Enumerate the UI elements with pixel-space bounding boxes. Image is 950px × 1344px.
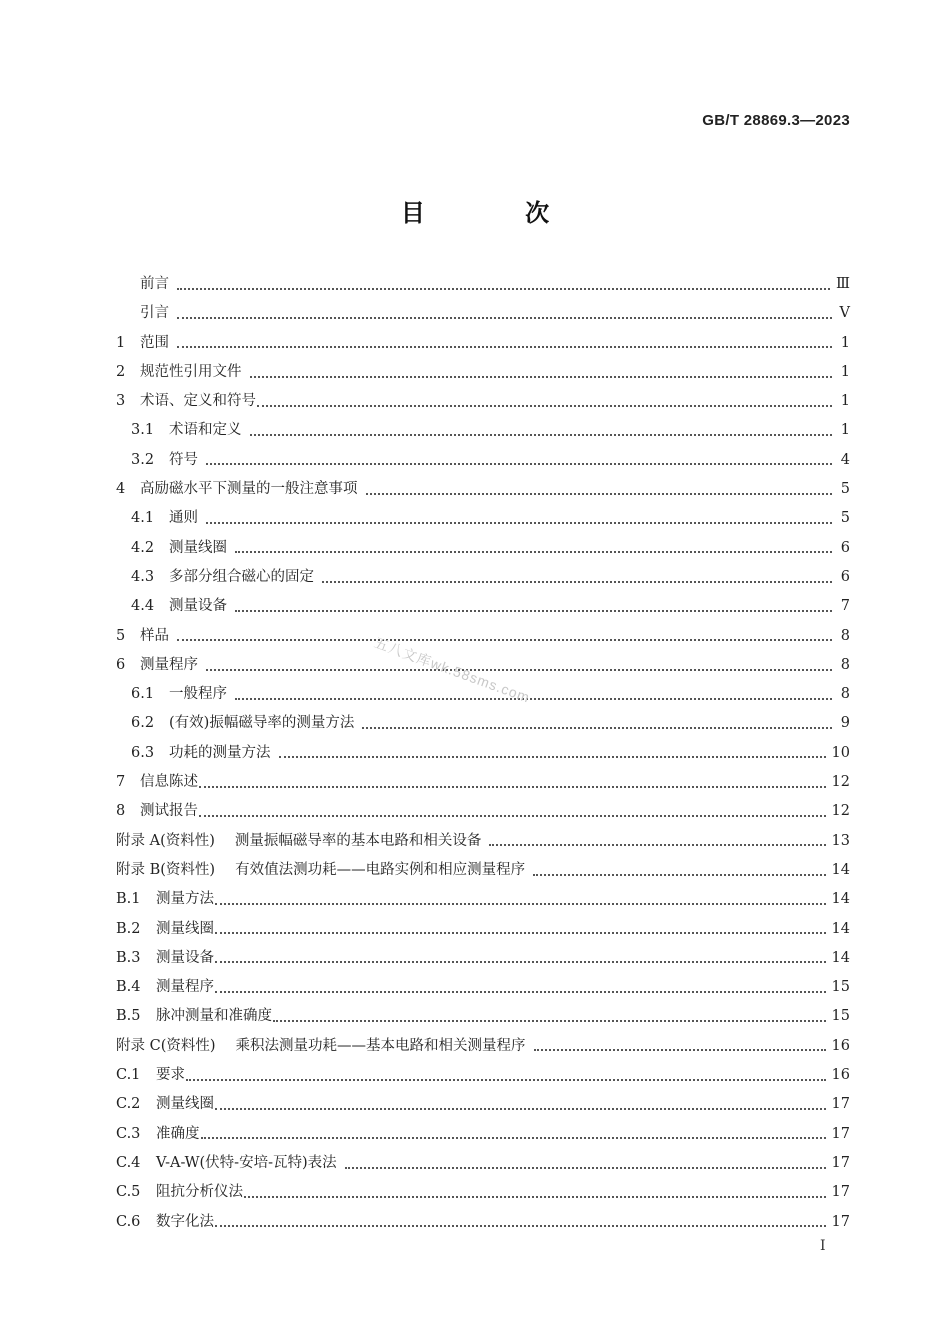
toc-leader-dots (235, 551, 832, 553)
toc-entry-page: 10 (831, 744, 850, 761)
toc-entry[interactable] (116, 592, 850, 621)
toc-entry-number: 6.3 (131, 744, 155, 761)
toc-entry[interactable] (116, 1120, 850, 1149)
toc-leader-dots (362, 727, 832, 729)
toc-leader-dots (201, 1137, 826, 1139)
toc-entry-label: 脉冲测量和准确度 (156, 1008, 272, 1025)
toc-entry-page: 7 (840, 598, 850, 615)
toc-entry[interactable] (116, 709, 850, 738)
toc-leader-dots (177, 288, 830, 290)
toc-leader-dots (489, 844, 825, 846)
toc-entry-label: 通则 (169, 510, 198, 527)
toc-entry-number: B.3 (116, 949, 141, 966)
toc-entry[interactable] (116, 1090, 850, 1119)
toc-entry-number: C.6 (116, 1213, 141, 1230)
toc-entry-page: 1 (840, 422, 850, 439)
toc-entry[interactable] (116, 915, 850, 944)
toc-entry-page: 6 (840, 568, 850, 585)
toc-entry[interactable] (116, 299, 850, 328)
toc-entry[interactable] (116, 944, 850, 973)
toc-entry-label: 乘积法测量功耗——基本电路和相关测量程序 (235, 1037, 526, 1054)
toc-leader-dots (177, 346, 832, 348)
toc-entry-number: 3.1 (131, 422, 155, 439)
toc-entry-page: 14 (831, 949, 850, 966)
toc-entry-number: C.3 (116, 1125, 141, 1142)
toc-entry-label: 要求 (156, 1067, 185, 1084)
toc-entry-label: 样品 (140, 627, 169, 644)
toc-entry-label: 测量方法 (156, 891, 214, 908)
toc-entry-label: 测量程序 (156, 979, 214, 996)
toc-entry-page: 15 (831, 1008, 850, 1025)
toc-entry-number: 附录 C(资料性) (116, 1037, 216, 1054)
toc-entry-number: 4.1 (131, 510, 155, 527)
toc-entry[interactable] (116, 885, 850, 914)
watermark: 五八文库wk.58sms.com (372, 634, 533, 706)
toc-entry-page: 15 (831, 979, 850, 996)
toc-leader-dots (366, 493, 833, 495)
toc-entry[interactable] (116, 563, 850, 592)
toc-entry-page: 17 (831, 1125, 850, 1142)
toc-entry-label: 测量程序 (140, 656, 198, 673)
toc-leader-dots (235, 698, 832, 700)
toc-entry[interactable] (116, 446, 850, 475)
toc-entry[interactable] (116, 622, 850, 651)
toc-entry[interactable] (116, 1208, 850, 1237)
toc-leader-dots (250, 376, 833, 378)
toc-entry-number: B.4 (116, 979, 141, 996)
toc-entry-label: 引言 (140, 305, 169, 322)
toc-entry-page: 16 (831, 1037, 850, 1054)
toc-entry-number: 8 (116, 803, 126, 820)
toc-leader-dots (215, 932, 826, 934)
toc-entry-number: 6.2 (131, 715, 155, 732)
toc-entry-number: 3 (116, 393, 126, 410)
toc-entry[interactable] (116, 1061, 850, 1090)
toc-entry-number: C.2 (116, 1096, 141, 1113)
toc-entry-page: 12 (831, 803, 850, 820)
toc-entry[interactable] (116, 973, 850, 1002)
toc-entry-page: 5 (840, 481, 850, 498)
toc-entry-label: 测量线圈 (169, 539, 227, 556)
toc-entry-label: 范围 (140, 334, 169, 351)
toc-entry[interactable] (116, 1149, 850, 1178)
toc-entry-number: 附录 A(资料性) (116, 832, 215, 849)
toc-entry-number: 附录 B(资料性) (116, 861, 216, 878)
toc-entry[interactable] (116, 1178, 850, 1207)
toc-entry-page: 14 (831, 920, 850, 937)
toc-leader-dots (279, 756, 826, 758)
table-of-contents (116, 270, 850, 1237)
toc-leader-dots (177, 639, 832, 641)
toc-entry-page: 1 (840, 393, 850, 410)
toc-leader-dots (215, 1225, 826, 1227)
toc-entry-label: 测量设备 (156, 949, 214, 966)
toc-leader-dots (206, 522, 832, 524)
toc-entry[interactable] (116, 856, 850, 885)
toc-entry-page: 8 (840, 686, 850, 703)
toc-entry-page: 6 (840, 539, 850, 556)
toc-entry-number: 3.2 (131, 451, 155, 468)
toc-leader-dots (257, 405, 832, 407)
toc-leader-dots (250, 434, 833, 436)
toc-entry-page: 5 (840, 510, 850, 527)
toc-entry-label: V-A-W(伏特-安培-瓦特)表法 (156, 1154, 337, 1171)
toc-leader-dots (186, 1079, 826, 1081)
toc-entry-number: 4 (116, 481, 126, 498)
toc-entry-label: 术语和定义 (169, 422, 242, 439)
toc-entry[interactable] (116, 416, 850, 445)
toc-entry-number: C.1 (116, 1067, 141, 1084)
toc-entry-label: 功耗的测量方法 (169, 744, 271, 761)
toc-entry-label: 准确度 (156, 1125, 200, 1142)
toc-entry-number: B.1 (116, 891, 141, 908)
page-title: 目 次 (400, 198, 596, 227)
toc-entry-number: 1 (116, 334, 126, 351)
toc-leader-dots (345, 1167, 826, 1169)
toc-entry[interactable] (116, 504, 850, 533)
toc-entry-page: Ⅴ (839, 305, 850, 322)
toc-leader-dots (322, 581, 832, 583)
page-footer-number: I (820, 1238, 826, 1254)
toc-entry-page: 17 (831, 1096, 850, 1113)
toc-entry-label: 测量设备 (169, 598, 227, 615)
toc-leader-dots (199, 815, 826, 817)
toc-entry-page: 14 (831, 861, 850, 878)
toc-entry-label: 前言 (140, 276, 169, 292)
toc-entry[interactable] (116, 1002, 850, 1031)
toc-leader-dots (215, 903, 826, 905)
toc-entry-page: 8 (840, 656, 850, 673)
toc-entry-number: 4.4 (131, 598, 155, 615)
toc-entry-number: 7 (116, 774, 126, 791)
toc-leader-dots (215, 961, 826, 963)
toc-entry-number: B.5 (116, 1008, 141, 1025)
toc-entry-label: 一般程序 (169, 686, 227, 703)
toc-entry-label: 术语、定义和符号 (140, 393, 256, 410)
toc-entry-page: 9 (840, 715, 850, 732)
toc-entry-page: 17 (831, 1154, 850, 1171)
toc-entry-number: 5 (116, 627, 126, 644)
toc-entry-page: 17 (831, 1213, 850, 1230)
toc-entry-page: 12 (831, 774, 850, 791)
toc-entry-page: Ⅲ (836, 276, 850, 292)
toc-entry-label: 测试报告 (140, 803, 198, 820)
toc-entry-label: 规范性引用文件 (140, 363, 242, 380)
toc-entry-number: 6 (116, 656, 126, 673)
toc-entry-label: (有效)振幅磁导率的测量方法 (169, 715, 355, 732)
toc-entry[interactable] (116, 329, 850, 358)
toc-entry-page: 4 (840, 451, 850, 468)
toc-leader-dots (235, 610, 832, 612)
toc-entry-page: 16 (831, 1067, 850, 1084)
toc-entry-label: 高励磁水平下测量的一般注意事项 (140, 481, 358, 498)
standard-number: GB/T 28869.3—2023 (702, 112, 850, 129)
toc-entry-label: 阻抗分析仪法 (156, 1184, 243, 1201)
toc-entry-label: 数字化法 (156, 1213, 214, 1230)
toc-entry-page: 13 (831, 832, 850, 849)
toc-entry[interactable] (116, 270, 850, 299)
toc-entry-page: 1 (840, 334, 850, 351)
toc-entry-label: 测量线圈 (156, 920, 214, 937)
toc-entry-number: 6.1 (131, 686, 155, 703)
toc-leader-dots (199, 786, 826, 788)
toc-entry-number: 4.3 (131, 568, 155, 585)
toc-entry-page: 14 (831, 891, 850, 908)
toc-entry-number: B.2 (116, 920, 141, 937)
toc-entry[interactable] (116, 387, 850, 416)
toc-leader-dots (534, 1049, 826, 1051)
toc-leader-dots (273, 1020, 826, 1022)
toc-entry[interactable] (116, 768, 850, 797)
toc-entry-page: 8 (840, 627, 850, 644)
toc-leader-dots (215, 1108, 826, 1110)
toc-leader-dots (206, 463, 832, 465)
toc-entry-page: 17 (831, 1184, 850, 1201)
toc-entry-label: 信息陈述 (140, 774, 198, 791)
toc-leader-dots (244, 1196, 826, 1198)
toc-leader-dots (177, 317, 832, 319)
toc-entry-number: 4.2 (131, 539, 155, 556)
toc-entry-label: 有效值法测功耗——电路实例和相应测量程序 (235, 861, 526, 878)
toc-entry[interactable] (116, 827, 850, 856)
toc-leader-dots (206, 669, 832, 671)
toc-entry-number: C.4 (116, 1154, 141, 1171)
toc-leader-dots (215, 991, 826, 993)
toc-entry-label: 多部分组合磁心的固定 (169, 568, 314, 585)
toc-entry-number: C.5 (116, 1184, 141, 1201)
toc-entry[interactable] (116, 797, 850, 826)
toc-entry-label: 符号 (169, 451, 198, 468)
toc-entry-label: 测量线圈 (156, 1096, 214, 1113)
toc-entry[interactable] (116, 475, 850, 504)
toc-entry-page: 1 (840, 363, 850, 380)
toc-entry-number: 2 (116, 363, 126, 380)
toc-entry-label: 测量振幅磁导率的基本电路和相关设备 (234, 832, 482, 849)
toc-entry[interactable] (116, 534, 850, 563)
toc-entry[interactable] (116, 358, 850, 387)
toc-leader-dots (533, 874, 825, 876)
toc-entry[interactable] (116, 1032, 850, 1061)
toc-entry[interactable] (116, 739, 850, 768)
